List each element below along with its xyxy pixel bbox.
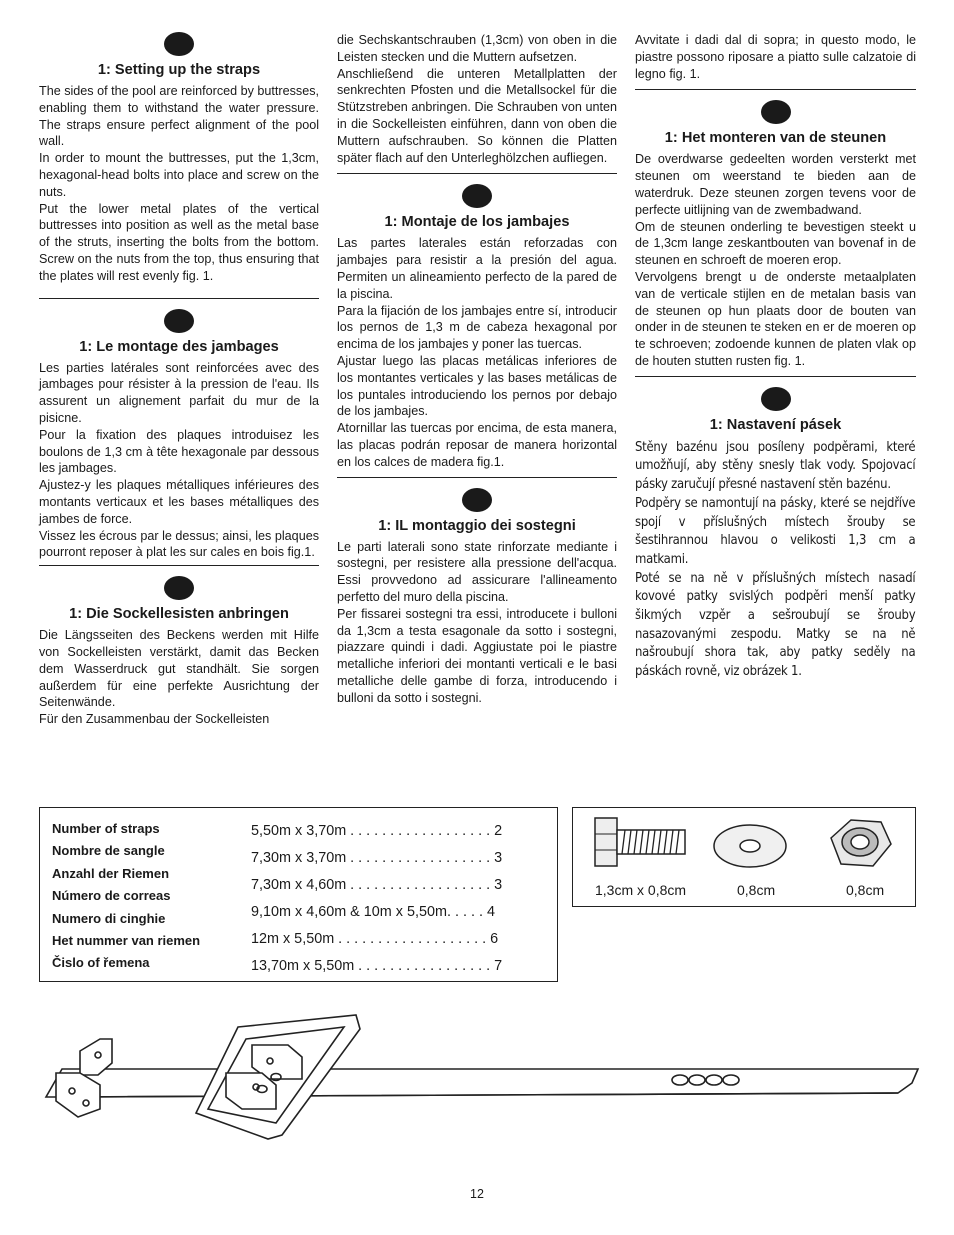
bolt-icon — [595, 818, 685, 866]
divider — [337, 173, 617, 174]
hardware-box — [572, 807, 916, 907]
table-row: 7,30m x 3,70m . . . . . . . . . . . . . . . . . . 3 — [251, 849, 503, 866]
washer-icon — [714, 825, 786, 867]
table-label: Numero di cinghie — [52, 910, 166, 926]
language-badge-it — [462, 488, 492, 512]
divider — [635, 89, 916, 90]
section-de — [39, 576, 319, 728]
section-cs — [635, 387, 916, 681]
table-label: Čislo of řemena — [52, 955, 150, 971]
table-label: Nombre de sangle — [52, 843, 165, 859]
section-title-fr: 1: Le montage des jambages — [79, 338, 279, 355]
section-title-de: 1: Die Sockellesisten anbringen — [69, 606, 289, 623]
section-title-en: 1: Setting up the straps — [97, 62, 261, 78]
section-body-en: The sides of the pool are reinforced by buttresses, enabling them to withstand the water pressure. The straps ensure perfect alignment of the pool wall. In order to mount the buttresses, put the 1,3cm, hexagonal-head bolts into place and screw on the nuts. Put the lower metal plates of the vertical buttresses into position as well as the metal base of the struts, inserting the bolts from the bottom. Screw on the nuts from the top, thus ensuring that the plates will rest evenly fig. 1. — [39, 84, 320, 283]
section-body-it: Le parti laterali sono state rinforzate mediante i sostegni, per resistere alla pressione dell'acqua. Essi provvedono ad assicurare l'allineamento perfetto del muro della piscina. Per fissarei sostegni tra essi, introducete i bulloni da 1,3cm a testa esagonale da sotto i sostegni, piazzare quindi i dadi. Aggiustate poi le piastre metalliche inferiori dei montanti verticali e le basi metalliche delle gambe di forza, introducendo i bulloni da sotto i sostegni. — [337, 539, 617, 705]
section-title-cs: 1: Nastavení pásek — [709, 416, 842, 433]
hardware-illustration — [573, 808, 917, 878]
section-de-continued — [337, 32, 617, 166]
table-row: 12m x 5,50m . . . . . . . . . . . . . . . . . . . 6 — [251, 930, 499, 947]
section-body-nl: De overdwarse gedeelten worden versterkt met steunen om weerstand te bieden aan de waterdruk. Deze steunen zorgen tevens voor de perfecte uitlijning van de zwembadwand. Om de steunen onderling te bevestigen steekt u de 1,3cm lange zeskantbouten van bovenaf in de steunen en schroeft de moeren erop. Vervolgens brengt u de onderste metaalplaten van de verticale stijlen en de metalan basis van de steunen op hun plaats door de bouten van onder in de steunen te steken en er de moeren op te schroeven; zodoende kunnen de platen vlak op de houten stutten rusten fig. 1. — [635, 152, 916, 368]
divider — [39, 565, 319, 566]
nut-icon — [831, 820, 891, 866]
language-badge-de — [164, 576, 194, 600]
language-badge-fr — [164, 309, 194, 333]
section-nl — [635, 100, 916, 369]
section-body-de: Die Längsseiten des Beckens werden mit Hilfe von Sockelleisten verstärkt, damit das Becken dem Wasserdruck gut standhält. Sie sorgen außerdem für eine perfekte Ausrichtung der Seitenwände. Für den Zusammenbau der Sockelleisten — [39, 628, 319, 727]
section-body-it-continued: Avvitate i dadi dal di sopra; in questo modo, le piastre possono riposare a piatto sulle calzatoie di legno fig. 1. — [635, 33, 916, 81]
page-number: 12 — [470, 1187, 484, 1201]
column-1 — [39, 32, 319, 728]
language-badge-en — [164, 32, 194, 56]
section-fr — [39, 309, 319, 562]
section-es — [337, 184, 617, 470]
section-it — [337, 488, 617, 707]
section-title-es: 1: Montaje de los jambajes — [384, 214, 570, 231]
language-badge-cs — [761, 387, 791, 411]
table-label: Anzahl der Riemen — [52, 865, 170, 881]
column-3 — [635, 32, 916, 681]
column-2 — [337, 32, 617, 707]
table-labels — [52, 818, 200, 975]
section-title-nl: 1: Het monteren van de steunen — [664, 130, 887, 147]
section-body-de-continued: die Sechskantschrauben (1,3cm) von oben in die Leisten stecken und die Muttern aufsetzen. Anschließend die unteren Metallplatten der senkrechten Pfosten und die Metallsockel für die Stützstreben anbringen. Die Schrauben von unten in die Sockelleisten einführen, dann von oben die Muttern aufschrauben. So können die Platten später flach auf den Unterleghölzchen aufliegen. — [337, 33, 617, 165]
table-label: Number of straps — [52, 821, 160, 836]
table-row: 13,70m x 5,50m . . . . . . . . . . . . . . . . . 7 — [251, 957, 503, 974]
section-body-fr: Les parties latérales sont reinforcées avec des jambages pour résister à la pression de l'eau. Ils assurent un alignement parfait du mur de la pisicne. Pour la fixation des plaques introduisez les boulons de 1,3 cm à tête hexagonale par dessous les jambages. Ajustez-y les plaques métalliques inférieures des montants verticaux et les bases métalliques des jambes de force. Vissez les écrous par le dessus; ainsi, les plaques pourront reposer à plat les sur cales en bois fig.1. — [39, 360, 319, 560]
language-badge-nl — [761, 100, 791, 124]
table-row: 9,10m x 4,60m & 10m x 5,50m. . . . . 4 — [251, 903, 495, 920]
divider — [337, 477, 617, 478]
language-badge-es — [462, 184, 492, 208]
divider — [39, 298, 319, 299]
table-values — [251, 818, 532, 979]
washer-size-label: 0,8cm — [737, 882, 776, 898]
table-label: Número de correas — [52, 888, 171, 904]
nut-size-label: 0,8cm — [846, 882, 885, 898]
section-it-continued — [635, 32, 916, 82]
strap-assembly-illustration — [0, 1005, 954, 1165]
section-title-it: 1: IL montaggio dei sostegni — [378, 517, 576, 534]
divider — [635, 376, 916, 377]
table-row: 5,50m x 3,70m . . . . . . . . . . . . . . . . . . 2 — [251, 823, 503, 839]
table-row: 7,30m x 4,60m . . . . . . . . . . . . . . . . . . 3 — [251, 876, 503, 893]
section-en — [39, 32, 319, 285]
section-body-cs: Stěny bazénu jsou posíleny podpěrami, které umožňují, aby stěny snesly tlak vody. Spojovací pásky zaručují přesné nastavení stěn bazénu. Podpěry se namontují na pásky, které se nejdříve spojí v příslušných místech šrouby se šestihrannou hlavou o velikosti 1,3 cm a matkami. Poté se na ně v příslušných místech nasadí kovové patky svislých podpěri menší patky šikmých vzpěr a sešroubují se šrouby nasazovanými zespodu. Matky se na ně našroubují shora tak, aby patky seděly na páskách rovně, viz obrázek 1. — [635, 438, 916, 680]
strap-count-table — [39, 807, 558, 982]
bolt-size-label: 1,3cm x 0,8cm — [595, 882, 687, 898]
table-label: Het nummer van riemen — [52, 933, 201, 949]
section-body-es: Las partes laterales están reforzadas con jambajes para resistir a la presión del agua. Permiten un alineamiento perfecto de la pared de la piscina. Para la fijación de los jambajes entre sí, introducir los pernos de 1,3 m de cabeza hexagonal por encima de los jambajes y poner las tuercas. Ajustar luego las placas metálicas inferiores de los montantes verticales y las bases metálicas de los puntales introduciendo los pernos por debajo de los jambajes. Atornillar las tuercas por encima, de esta manera, las placas podrán reposar de manera horizontal en los calces de madera fig.1. — [337, 236, 617, 469]
